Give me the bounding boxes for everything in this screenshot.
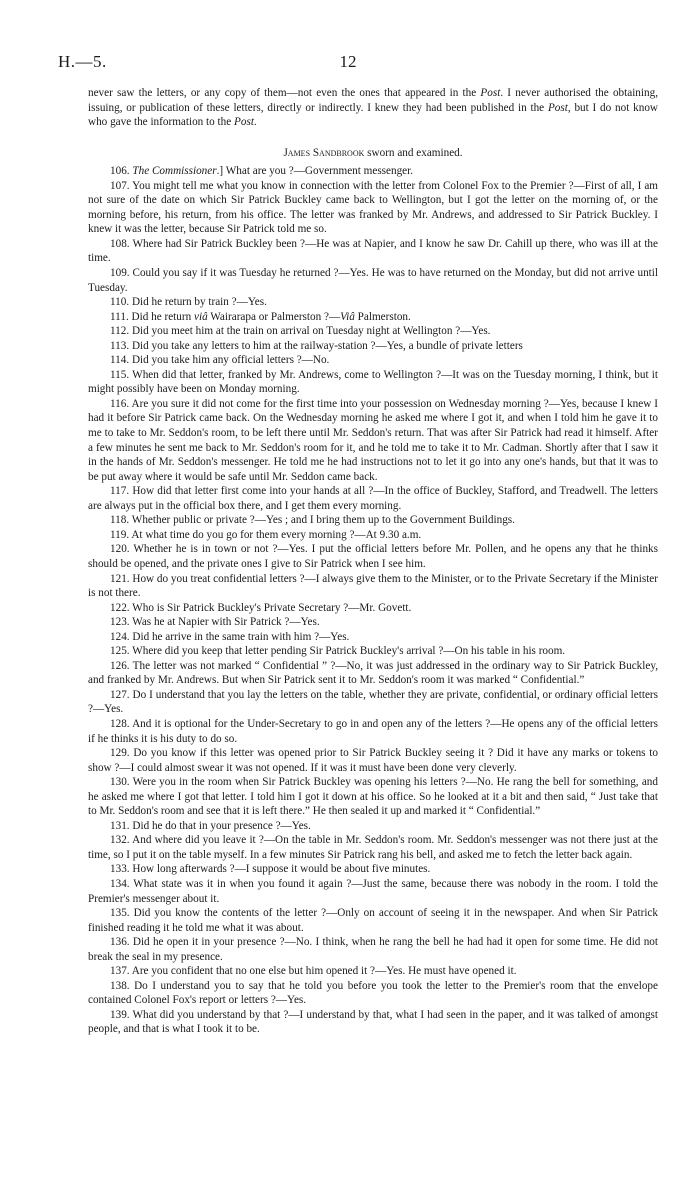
document-body (88, 86, 658, 1037)
question-paragraph (88, 237, 658, 266)
question-paragraph (88, 659, 658, 688)
text-run: 123. Was he at Napier with Sir Patrick ?—Yes. (110, 616, 320, 629)
text-run: 113. Did you take any letters to him at the railway-station ?—Yes, a bundle of private letters (110, 339, 523, 352)
question-paragraph (88, 906, 658, 935)
intro-paragraph (88, 86, 658, 130)
question-paragraph (88, 935, 658, 964)
text-run: 112. Did you meet him at the train on arrival on Tuesday night at Wellington ?—Yes. (110, 325, 491, 338)
question-paragraph (88, 484, 658, 513)
text-run: 118. Whether public or private ?—Yes ; and I bring them up to the Government Buildings. (110, 514, 515, 527)
page-number: 12 (339, 52, 357, 71)
text-run: , but I do not know who gave the information to the (88, 101, 658, 129)
question-paragraph (88, 601, 658, 616)
text-run: 138. Do I understand you to say that he told you before you took the letter to the Premier's room that the envelope contained Colonel Fox's report or letters ?—Yes. (88, 979, 658, 1007)
text-run: 110. Did he return by train ?—Yes. (110, 296, 267, 309)
question-paragraph (88, 1008, 658, 1037)
question-paragraph (88, 877, 658, 906)
question-paragraph (88, 630, 658, 645)
question-paragraph (88, 688, 658, 717)
question-paragraph (88, 179, 658, 237)
question-paragraph (88, 513, 658, 528)
text-run: 119. At what time do you go for them every morning ?—At 9.30 a.m. (110, 528, 422, 541)
text-run: 134. What state was it in when you found it again ?—Just the same, because there was nobody in the room. I told the Premier's messenger about it. (88, 877, 658, 905)
text-run: 114. Did you take him any official letters ?—No. (110, 354, 330, 367)
question-paragraph (88, 964, 658, 979)
question-paragraph (88, 310, 658, 325)
text-run: . I never authorised the obtaining, issuing, or publication of these letters, directly or indirectly. I knew they had been published in the (88, 87, 658, 114)
text-run: 133. How long afterwards ?—I suppose it would be about five minutes. (110, 863, 431, 876)
text-run: 107. You might tell me what you know in connection with the letter from Colonel Fox to the Premier ?—First of all, I am not sure of the date on which Sir Patrick Buckley came back to Wellington, but I got the letter on the morning of, or the morning before, his return, from his office. The letter was franked by Mr. Andrews, and addressed to Sir Patrick Buckley. I knew it was the letter, because Sir Patrick told me so. (88, 179, 658, 236)
text-run: 128. And it is optional for the Under-Secretary to go in and open any of the letters ?—He opens any of the official letters if he thinks it is his duty to do so. (88, 717, 658, 745)
text-run: never saw the letters, or any copy of them—not even the ones that appeared in the (88, 87, 481, 99)
question-paragraph (88, 542, 658, 571)
question-paragraph (88, 353, 658, 368)
question-paragraph (88, 979, 658, 1008)
witness-sworn-text: sworn and examined. (364, 146, 463, 159)
question-paragraph (88, 295, 658, 310)
text-run: 106. (110, 165, 133, 178)
question-paragraph (88, 368, 658, 397)
text-run: 116. Are you sure it did not come for the first time into your possession on Wednesday morning ?—Yes, because I knew I had it before Sir Patrick came back. On the Wednesday morning he asked me where I got it, and when I told him he gave it to me to take to Mr. Seddon's room, to be left there until Mr. Seddon's return. That was after Sir Patrick had read it himself. After a few minutes he sent me back to Mr. Seddon's room for it, and he told me to take it to Mr. Cadman. Shortly after that I saw it in the hands of Mr. Seddon's messenger. He told me he had instructions not to let it go into any one's hands, but that it was to be put away where it would be safe until Mr. Seddon came back. (88, 397, 658, 483)
text-run: 120. Whether he is in town or not ?—Yes. I put the official letters before Mr. Pollen, and he opens any that he thinks should be opened, and the private ones I give to Sir Patrick when I see him. (88, 543, 658, 570)
text-run: 130. Were you in the room when Sir Patrick Buckley was opening his letters ?—No. He rang the bell for something, and he asked me where I got that letter. I told him I got it down at his office. So he looked at it a bit and then said, “ Just take that to Mr. Seddon's room and see that it is left there.” He then sealed it up and marked it “ Confidential.” (88, 776, 658, 818)
text-run: 125. Where did you keep that letter pending Sir Patrick Buckley's arrival ?—On his table in his room. (110, 645, 566, 658)
text-run: 126. The letter was not marked “ Confidential ” ?—No, it was just addressed in the ordinary way to Sir Patrick Buckley, and franked by Mr. Andrews. But when Sir Patrick sent it to Mr. Seddon's room it was marked “ Confidential.” (88, 659, 658, 687)
text-run: 121. How do you treat confidential letters ?—I always give them to the Minister, or to the Private Secretary if the Minister is not there. (88, 572, 658, 600)
page-header (58, 52, 638, 74)
text-run: .] What are you ?—Government messenger. (216, 165, 414, 178)
witness-name: James Sandbrook (283, 146, 365, 159)
text-run: 108. Where had Sir Patrick Buckley been ?—He was at Napier, and I know he saw Dr. Cahill up there, who was ill at the time. (88, 237, 658, 265)
text-run: Wairarapa or Palmerston ?— (207, 310, 341, 323)
italic-text: Post (234, 116, 254, 129)
question-paragraph (88, 266, 658, 295)
question-list (88, 164, 658, 1037)
text-run: 109. Could you say if it was Tuesday he returned ?—Yes. He was to have returned on the Monday, but did not arrive until Tuesday. (88, 267, 658, 294)
question-paragraph (88, 644, 658, 659)
question-paragraph (88, 862, 658, 877)
question-paragraph (88, 746, 658, 775)
question-paragraph (88, 324, 658, 339)
text-run: 124. Did he arrive in the same train with him ?—Yes. (110, 630, 350, 643)
text-run: 139. What did you understand by that ?—I understand by that, what I had seen in the paper, and it was talked of amongst people, and that is what I took it to be. (88, 1008, 658, 1036)
italic-text: viâ (194, 310, 208, 323)
text-run: 136. Did he open it in your presence ?—No. I think, when he rang the bell he had had it open for some time. He did not break the seal in my presence. (88, 936, 658, 963)
text-run: 135. Did you know the contents of the letter ?—Only on account of seeing it in the newspaper. And when Sir Patrick finished reading it he told me what it was about. (88, 907, 658, 934)
text-run: 117. How did that letter first come into your hands at all ?—In the office of Buckley, Stafford, and Treadwell. The letters are always put in the official box there, and I get them every morning. (88, 485, 658, 512)
italic-text: Post (547, 101, 568, 114)
question-paragraph (88, 819, 658, 834)
text-run: 131. Did he do that in your presence ?—Yes. (110, 819, 311, 832)
witness-heading (88, 146, 658, 161)
text-run: 127. Do I understand that you lay the letters on the table, whether they are private, confidential, or ordinary official letters ?—Yes. (88, 688, 658, 716)
question-paragraph (88, 397, 658, 484)
text-run: . (253, 116, 257, 129)
italic-text: The Commissioner (132, 165, 217, 178)
question-paragraph (88, 615, 658, 630)
question-paragraph (88, 339, 658, 354)
italic-text: Post (480, 87, 501, 99)
text-run: 132. And where did you leave it ?—On the table in Mr. Seddon's room. Mr. Seddon's messenger was not there just at the time, so I put it on the table myself. In a few minutes Sir Patrick rang his bell, and asked me to fetch the letter back again. (88, 834, 658, 861)
question-paragraph (88, 775, 658, 819)
text-run: 115. When did that letter, franked by Mr. Andrews, come to Wellington ?—It was on the Tuesday morning, I think, but it might possibly have been on Monday morning. (88, 368, 658, 396)
text-run: Palmerston. (354, 310, 411, 323)
text-run: 137. Are you confident that no one else but him opened it ?—Yes. He must have opened it. (110, 965, 517, 978)
question-paragraph (88, 833, 658, 862)
question-paragraph (88, 717, 658, 746)
question-paragraph (88, 164, 658, 179)
question-paragraph (88, 572, 658, 601)
text-run: 111. Did he return (110, 310, 194, 323)
document-reference: H.—5. (58, 52, 107, 71)
italic-text: Viâ (340, 310, 355, 323)
text-run: 122. Who is Sir Patrick Buckley's Private Secretary ?—Mr. Govett. (110, 601, 412, 614)
question-paragraph (88, 528, 658, 543)
text-run: 129. Do you know if this letter was opened prior to Sir Patrick Buckley seeing it ? Did it have any marks or tokens to show ?—I could almost swear it was not opened. If it was it must have been done very cleverly. (88, 747, 658, 774)
